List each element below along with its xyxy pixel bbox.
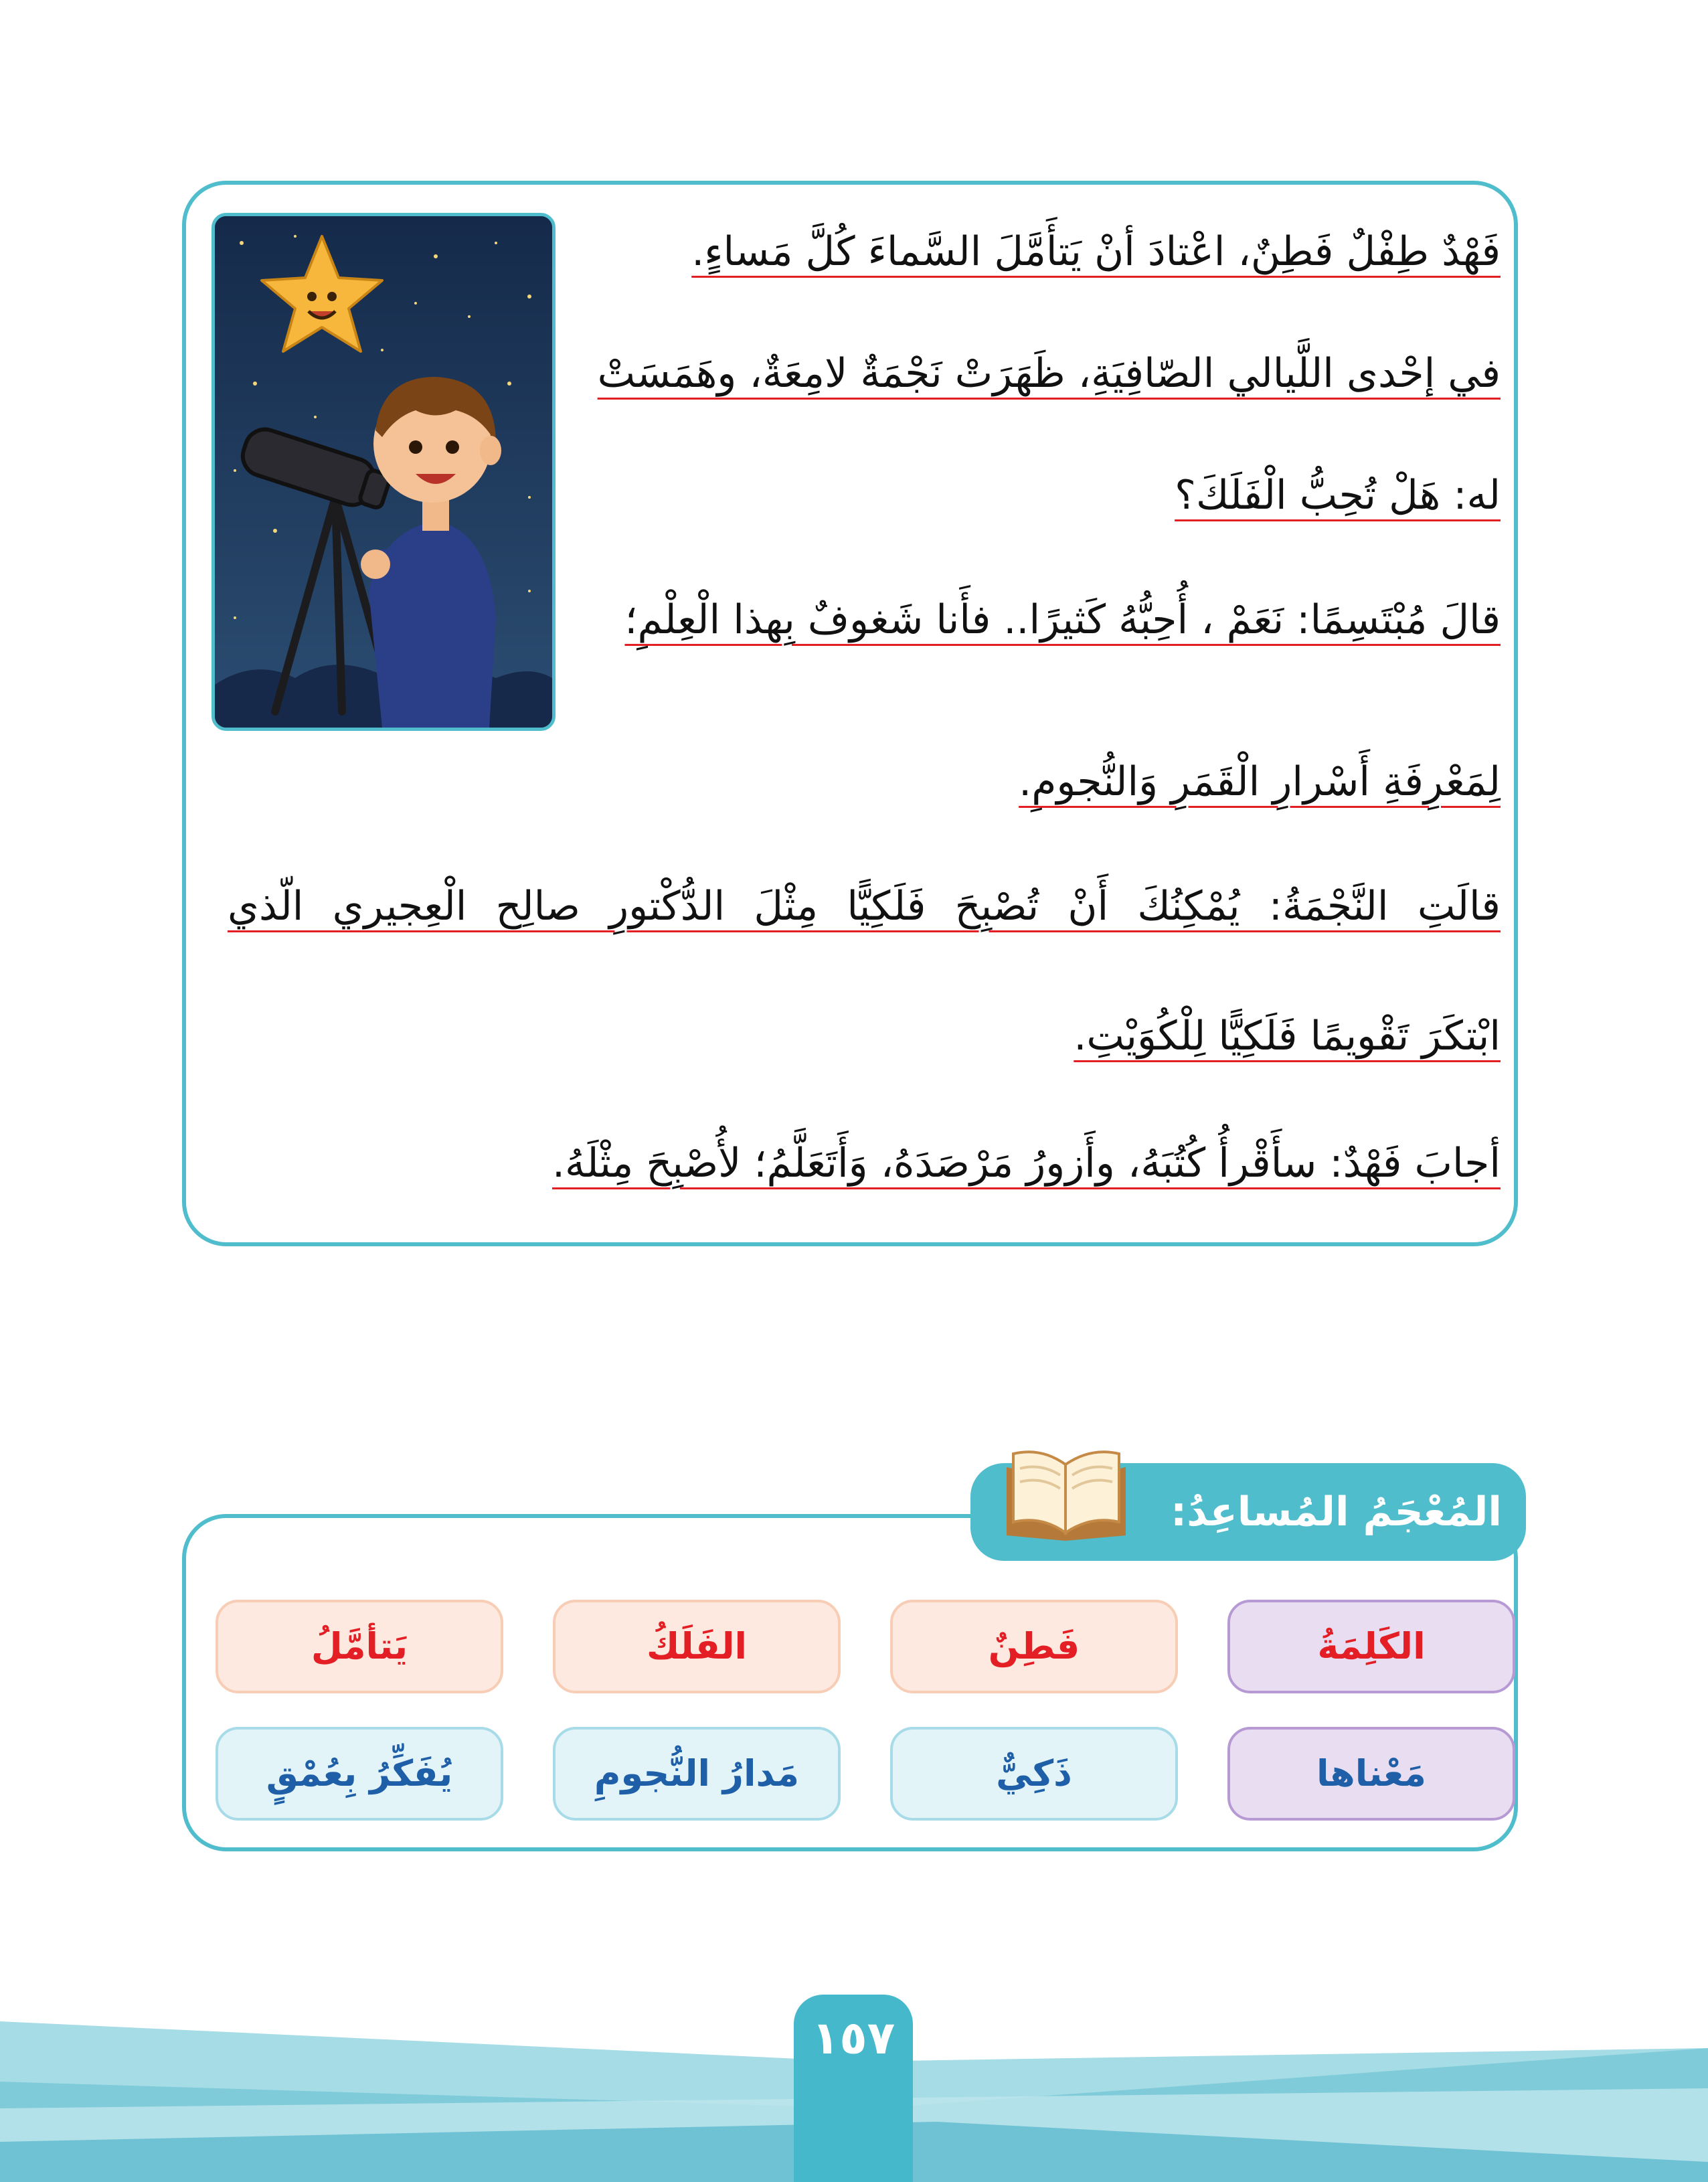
meaning-cell-2: مَدارُ النُّجومِ (553, 1727, 841, 1821)
glossary-title: المُعْجَمُ المُساعِدُ: (1171, 1489, 1502, 1535)
word-cell-1: فَطِنٌ (890, 1600, 1178, 1693)
open-book-icon (1001, 1440, 1131, 1541)
story-line-4: قالَ مُبْتَسِمًا: نَعَمْ ، أُحِبُّهُ كَثيرًا.. فأَنا شَغوفٌ بِهذا الْعِلْمِ؛ (624, 596, 1501, 643)
story-line-8: أجابَ فَهْدٌ: سأَقْرأُ كُتُبَهُ، وأَزورُ مَرْصَدَهُ، وَأَتَعَلَّمُ؛ لأُصْبِحَ مِثْلَهُ. (551, 1140, 1501, 1187)
illustration-boy-telescope (211, 213, 556, 731)
story-line-6: قالَتِ النَّجْمَةُ: يُمْكِنُكَ أَنْ تُصْبِحَ فَلَكِيًّا مِثْلَ الدُّكْتورِ صالِح الْعِجيري الّذي (228, 883, 1501, 930)
word-cell-3: يَتأمَّلُ (216, 1600, 503, 1693)
word-label-cell: الكَلِمَةُ (1227, 1600, 1515, 1693)
meaning-cell-3: يُفَكِّرُ بِعُمْقٍ (216, 1727, 503, 1821)
word-cell-2: الفَلَكُ (553, 1600, 841, 1693)
meaning-cell-1: ذَكِيٌّ (890, 1727, 1178, 1821)
story-line-3: له: هَلْ تُحِبُّ الْفَلَكَ؟ (1175, 472, 1501, 519)
story-line-2: في إحْدى اللَّيالي الصّافِيَةِ، ظَهَرَتْ نَجْمَةٌ لامِعَةٌ، وهَمَسَتْ (597, 350, 1501, 397)
meaning-label-cell: مَعْناها (1227, 1727, 1515, 1821)
story-line-1: فَهْدٌ طِفْلٌ فَطِنٌ، اعْتادَ أنْ يَتأَمَّلَ السَّماءَ كُلَّ مَساءٍ. (691, 228, 1501, 275)
page-number-tab (794, 1995, 913, 2182)
story-line-5: لِمَعْرِفَةِ أَسْرارِ الْقَمَرِ وَالنُّجومِ. (1019, 758, 1501, 805)
page-number: ١٥٧ (811, 2012, 895, 2065)
story-line-7: ابْتكَرَ تَقْويمًا فَلَكِيًّا لِلْكُوَيْتِ. (1074, 1013, 1501, 1060)
glossary-header (970, 1463, 1526, 1561)
